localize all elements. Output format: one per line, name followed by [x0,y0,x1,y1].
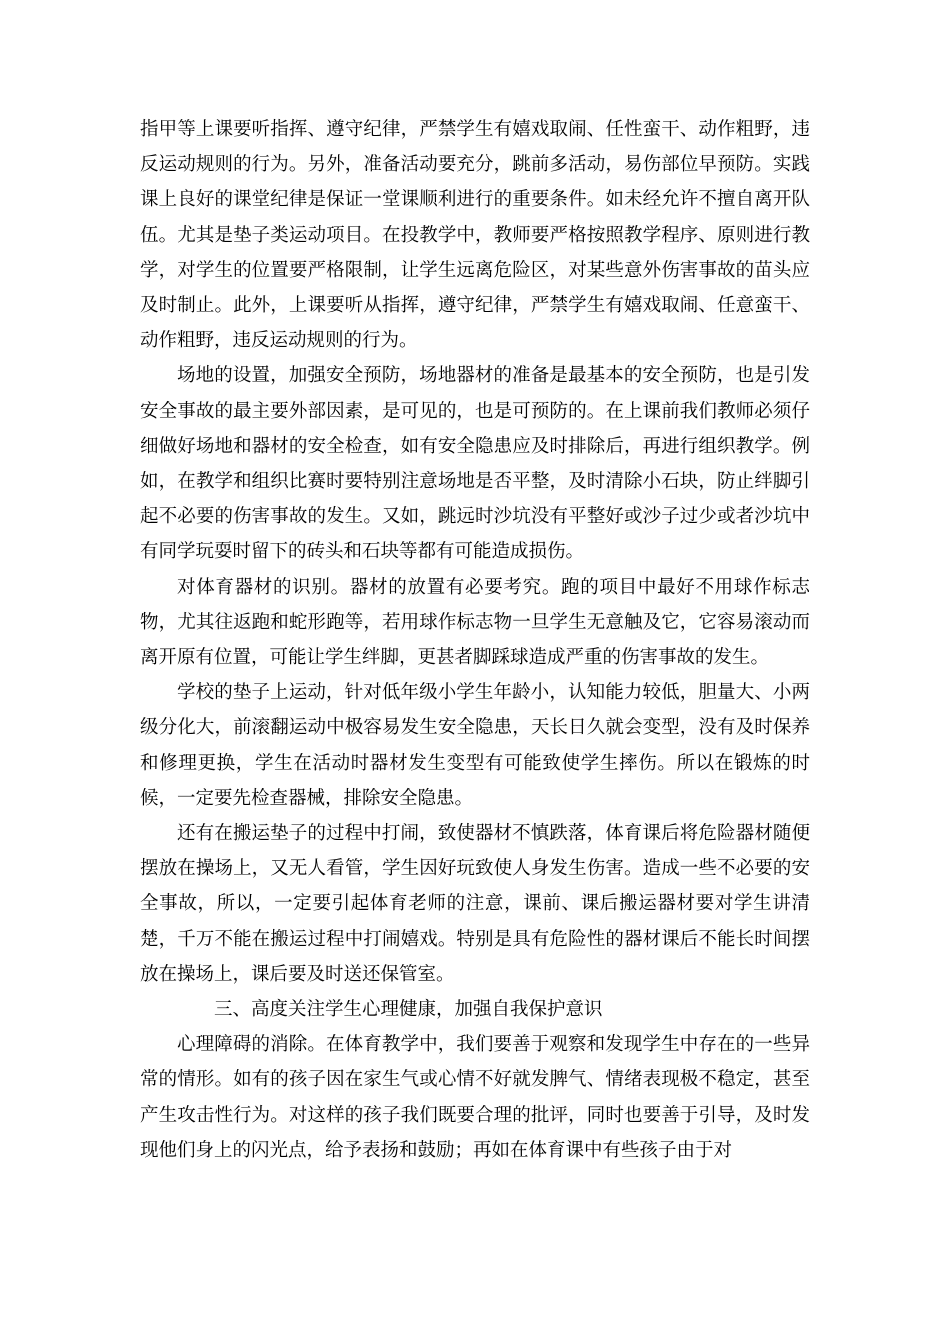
document-page [140,112,810,1168]
paragraph-discipline: 指甲等上课要听指挥、遵守纪律，严禁学生有嬉戏取闹、任性蛮干、动作粗野，违反运动规则的行为。另外，准备活动要充分，跳前多活动，易伤部位早预防。实践课上良好的课堂纪律是保证一堂课顺利进行的重要条件。如未经允许不擅自离开队伍。尤其是垫子类运动项目。在投教学中，教师要严格按照教学程序、原则进行教学，对学生的位置要严格限制，让学生远离危险区，对某些意外伤害事故的苗头应及时制止。此外，上课要听从指挥，遵守纪律，严禁学生有嬉戏取闹、任意蛮干、动作粗野，违反运动规则的行为。 [140,119,810,352]
paragraph-venue-setup: 场地的设置，加强安全预防，场地器材的准备是最基本的安全预防，也是引发安全事故的最主要外部因素，是可见的，也是可预防的。在上课前我们教师必须仔细做好场地和器材的安全检查，如有安全隐患应及时排除后，再进行组织教学。例如，在教学和组织比赛时要特别注意场地是否平整，及时清除小石块，防止绊脚引起不必要的伤害事故的发生。又如，跳远时沙坑没有平整好或沙子过少或者沙坑中有同学玩耍时留下的砖头和石块等都有可能造成损伤。 [140,365,810,563]
paragraph-equipment-identification: 对体育器材的识别。器材的放置有必要考究。跑的项目中最好不用球作标志物，尤其往返跑和蛇形跑等，若用球作标志物一旦学生无意触及它，它容易滚动而离开原有位置，可能让学生绊脚，更甚者脚踩球造成严重的伤害事故的发生。 [140,576,810,669]
paragraph-mat-transport: 还有在搬运垫子的过程中打闹，致使器材不慎跌落，体育课后将危险器材随便摆放在操场上，又无人看管，学生因好玩致使人身发生伤害。造成一些不必要的安全事故，所以，一定要引起体育老师的注意，课前、课后搬运器材要对学生讲清楚，千万不能在搬运过程中打闹嬉戏。特别是具有危险性的器材课后不能长时间摆放在操场上，课后要及时送还保管室。 [140,823,810,985]
section-heading: 三、高度关注学生心理健康，加强自我保护意识 [214,999,603,1021]
paragraph-mat-exercise: 学校的垫子上运动，针对低年级小学生年龄小，认知能力较低，胆量大、小两级分化大，前滚翻运动中极容易发生安全隐患，天长日久就会变型，没有及时保养和修理更换，学生在活动时器材发生变型有可能致使学生摔伤。所以在锻炼的时候，一定要先检查器械，排除安全隐患。 [140,682,810,809]
paragraph-psychological-barriers: 心理障碍的消除。在体育教学中，我们要善于观察和发现学生中存在的一些异常的情形。如有的孩子因在家生气或心情不好就发脾气、情绪表现极不稳定，甚至产生攻击性行为。对这样的孩子我们既要合理的批评，同时也要善于引导，及时发现他们身上的闪光点，给予表扬和鼓励；再如在体育课中有些孩子由于对 [140,1034,810,1161]
